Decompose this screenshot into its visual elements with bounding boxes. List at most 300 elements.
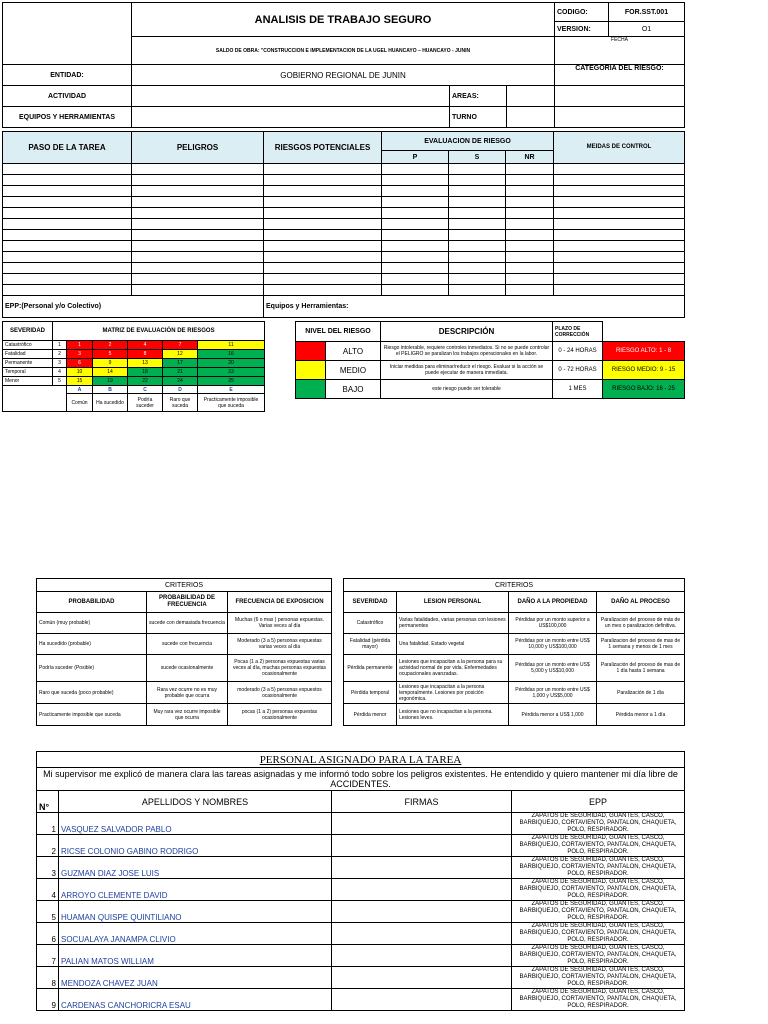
matrix-col-letter: D [163,386,198,394]
personal-name: CARDENAS CANCHORICRA ESAU [59,989,332,1011]
risk-level-tag: RIESGO BAJO: 16 - 25 [603,380,685,399]
task-cell[interactable] [264,219,382,230]
matrix-cell: 8 [128,350,163,359]
task-cell[interactable] [449,164,506,175]
criterios-left-row [37,655,332,682]
task-cell[interactable] [449,285,506,296]
criterios-right-title: CRITERIOS [344,579,685,592]
personal-name: VASQUEZ SALVADOR PABLO [59,813,332,835]
task-cell[interactable] [132,252,264,263]
criterios-left-row [37,704,332,726]
task-cell[interactable] [3,197,132,208]
task-cell[interactable] [3,186,132,197]
criterios-right-cell: Paralizacion del proceso de más de un mes o paralizacion definitiva. [597,613,685,634]
nr-header: NR [506,151,554,164]
n-header: N° [37,791,59,813]
areas-label: AREAS: [450,86,507,107]
task-cell[interactable] [554,219,685,230]
actividad-label: ACTIVIDAD [3,86,132,107]
task-cell[interactable] [264,197,382,208]
task-cell[interactable] [449,241,506,252]
task-cell[interactable] [554,285,685,296]
task-row [3,285,685,296]
matrix-cell: 6 [67,359,93,368]
risk-matrix [2,321,265,412]
criterios-right-row [344,613,685,634]
task-row [3,197,685,208]
criterios-left-cell: Pocas (1 a 2) personas expuestas varias veces al día, muchas personas expuestas ocasionalmente [228,655,332,682]
task-cell[interactable] [3,230,132,241]
matrix-cell: 4 [128,341,163,350]
personal-row [37,945,685,967]
matrix-severity-number: 2 [53,350,67,359]
signature-field[interactable] [332,967,512,989]
risk-level-row [296,361,685,380]
descripcion-header: DESCRIPCIÓN [381,322,553,342]
signature-field[interactable] [332,835,512,857]
risk-level-plazo: 1 MES [553,380,603,399]
criterios-right-cell: Pérdida menor [344,704,397,726]
codigo-label: CODIGO: [555,3,609,22]
criterios-right-cell: Lesiones que incapacitan a la persona temporalmente. Lesiones por posición ergonómica. [397,682,509,704]
page-title: ANALISIS DE TRABAJO SEGURO [132,3,555,37]
task-cell[interactable] [264,186,382,197]
criterios-left-cell: Común (muy probable) [37,613,147,634]
version-label: VERSION: [555,22,609,37]
epp-label: EPP:(Personal y/o Colectivo) [3,296,264,318]
task-cell[interactable] [3,274,132,285]
matrix-cell: 14 [93,368,128,377]
matrix-row [3,368,265,377]
matrix-col-label: Podría suceder [128,394,163,412]
task-cell[interactable] [264,164,382,175]
personal-epp: ZAPATOS DE SEGURIDAD, GUANTES, CASCO, BARBIQUEJO, CORTAVIENTO, PANTALON, CHAQUETA, POLO, RESPIRADOR. [512,945,685,967]
task-row [3,208,685,219]
matrix-col-label: Ha sucedido [93,394,128,412]
matrix-severity-number: 1 [53,341,67,350]
task-cell[interactable] [382,175,449,186]
turno-extra [555,107,685,128]
personal-row [37,923,685,945]
personal-row [37,967,685,989]
risk-level-tag: RIESGO ALTO: 1 - 8 [603,342,685,361]
personal-name: PALIAN MATOS WILLIAM [59,945,332,967]
matrix-severity-number: 3 [53,359,67,368]
riesgos-header: RIESGOS POTENCIALES [264,132,382,164]
matrix-row [3,377,265,386]
task-cell[interactable] [382,164,449,175]
task-cell[interactable] [132,186,264,197]
criterios-right-cell: Lesiones que incapacitan a la persona para su actividad normal de por vida. Enfermedades ocupacionales avanzadas. [397,655,509,682]
names-header: APELLIDOS Y NOMBRES [59,791,332,813]
task-cell[interactable] [382,241,449,252]
task-cell[interactable] [3,164,132,175]
turno-label: TURNO [450,107,507,128]
criterios-left-cell: Podría suceder (Posible) [37,655,147,682]
task-cell[interactable] [449,274,506,285]
personal-number: 4 [37,879,59,901]
task-cell[interactable] [382,263,449,274]
task-cell[interactable] [554,164,685,175]
criterios-right-cell: Catastrófico [344,613,397,634]
task-cell[interactable] [506,197,554,208]
matrix-cell: 3 [67,350,93,359]
task-cell[interactable] [3,263,132,274]
personal-title: PERSONAL ASIGNADO PARA LA TAREA [37,752,685,768]
matrix-cell: 15 [67,377,93,386]
matrix-cell: 10 [67,368,93,377]
task-row [3,230,685,241]
task-cell[interactable] [264,274,382,285]
task-row [3,274,685,285]
risk-level-name: BAJO [326,380,381,399]
matrix-severity-label: Catastrófico [3,341,53,350]
task-cell[interactable] [382,208,449,219]
criterios-left-row [37,682,332,704]
personal-number: 6 [37,923,59,945]
task-cell[interactable] [264,252,382,263]
matrix-col-letter: C [128,386,163,394]
risk-level-name: ALTO [326,342,381,361]
task-cell[interactable] [264,263,382,274]
matrix-col-label: Común [67,394,93,412]
task-cell[interactable] [506,164,554,175]
risk-level-plazo: 0 - 24 HORAS [553,342,603,361]
task-cell[interactable] [132,274,264,285]
criterios-right-cell: Pérdidas por un monto entre US$ 1,000 y US$5,000 [509,682,597,704]
criterios-probabilidad [36,578,332,726]
matrix-cell: 13 [128,359,163,368]
personal-number: 9 [37,989,59,1011]
criterios-left-cell: Muchas (6 o mas ) personas expuestas. Varias veces al día [228,613,332,634]
categoria-label: CATEGORIA DEL RIESGO: [555,65,685,86]
task-cell[interactable] [554,197,685,208]
paso-header: PASO DE LA TAREA [3,132,132,164]
signature-field[interactable] [332,901,512,923]
task-cell[interactable] [382,219,449,230]
personal-row [37,813,685,835]
task-row [3,164,685,175]
task-cell[interactable] [554,263,685,274]
criterios-left-row [37,613,332,634]
task-cell[interactable] [132,285,264,296]
task-cell[interactable] [449,175,506,186]
criterios-right-row [344,634,685,655]
matrix-severity-number: 5 [53,377,67,386]
criterios-left-cell: sucede ocasionalmente [147,655,228,682]
matrix-row [3,350,265,359]
task-table [2,131,685,318]
criterios-right-cell: Pérdida temporal [344,682,397,704]
risk-level-row [296,380,685,399]
personal-epp: ZAPATOS DE SEGURIDAD, GUANTES, CASCO, BARBIQUEJO, CORTAVIENTO, PANTALON, CHAQUETA, POLO, RESPIRADOR. [512,901,685,923]
signature-field[interactable] [332,945,512,967]
personal-epp: ZAPATOS DE SEGURIDAD, GUANTES, CASCO, BARBIQUEJO, CORTAVIENTO, PANTALON, CHAQUETA, POLO, RESPIRADOR. [512,989,685,1011]
task-cell[interactable] [554,274,685,285]
criterios-left-cell: Moderado (3 a 5) personas expuestas varias veces al día [228,634,332,655]
task-cell[interactable] [132,175,264,186]
criterios-left-cell: Rara vez ocurre no es muy probable que ocurra [147,682,228,704]
task-cell[interactable] [449,208,506,219]
risk-level-plazo: 0 - 72 HORAS [553,361,603,380]
plazo-header: PLAZO DE CORRECCIÓN [553,322,603,342]
task-cell[interactable] [264,241,382,252]
task-cell[interactable] [506,263,554,274]
criterios-left-title: CRITERIOS [37,579,332,592]
signature-field[interactable] [332,989,512,1011]
risk-level-swatch [296,342,326,361]
matrix-col-letter: E [198,386,265,394]
task-row [3,241,685,252]
criterios-left-row [37,634,332,655]
personal-row [37,835,685,857]
task-cell[interactable] [554,186,685,197]
matrix-cell: 25 [198,377,265,386]
task-cell[interactable] [264,208,382,219]
matrix-cell: 19 [93,377,128,386]
matrix-cell: 22 [128,377,163,386]
matrix-severity-label: Permanente [3,359,53,368]
personal-row [37,989,685,1011]
matrix-cell: 21 [163,368,198,377]
matrix-cell: 9 [93,359,128,368]
task-cell[interactable] [506,274,554,285]
signature-field[interactable] [332,879,512,901]
task-cell[interactable] [3,241,132,252]
personal-name: ARROYO CLEMENTE DAVID [59,879,332,901]
personal-row [37,901,685,923]
personal-name: RICSE COLONIO GABINO RODRIGO [59,835,332,857]
personal-number: 3 [37,857,59,879]
criterios-left-cell: sucede con demasiada frecuencia [147,613,228,634]
task-row [3,186,685,197]
criterios-right-cell: Pérdida permanente [344,655,397,682]
criterios-left-cell: moderado (3 a 5) personas expuestos ocasionalmente [228,682,332,704]
task-cell[interactable] [382,197,449,208]
entidad-value: GOBIERNO REGIONAL DE JUNIN [132,65,555,86]
epp-header: EPP [512,791,685,813]
task-cell[interactable] [132,197,264,208]
task-cell[interactable] [449,252,506,263]
task-cell[interactable] [506,175,554,186]
matrix-cell: 20 [198,359,265,368]
personal-epp: ZAPATOS DE SEGURIDAD, GUANTES, CASCO, BARBIQUEJO, CORTAVIENTO, PANTALON, CHAQUETA, POLO, RESPIRADOR. [512,967,685,989]
task-cell[interactable] [3,285,132,296]
matrix-cell: 23 [198,368,265,377]
criterios-right-cell: Pérdida menor a US$ 1,000 [509,704,597,726]
s-header: S [449,151,506,164]
task-cell[interactable] [132,164,264,175]
firmas-header: FIRMAS [332,791,512,813]
criterios-right-cell: Pérdidas por un monto superior a US$100,000 [509,613,597,634]
severidad-header: SEVERIDAD [3,322,53,341]
criterios-right-cell: Paralizacion del proceso de mas de 1 semana y menos de 1 mes [597,634,685,655]
matrix-col-label: Practicamente imposible que suceda [198,394,265,412]
nivel-header: NIVEL DEL RIESGO [296,322,381,342]
personal-statement: Mi supervisor me explicó de manera clara las tareas asignadas y me informó todo sobre los peligros existentes. He entendido y quiero mantener mi día libre de ACCIDENTES. [37,768,685,791]
criterios-right-cell: Una fatalidad. Estado vegetal [397,634,509,655]
criterios-left-cell: Muy rara vez ocurre imposible que ocurra [147,704,228,726]
signature-field[interactable] [332,857,512,879]
personal-name: SOCUALAYA JANAMPA CLIVIO [59,923,332,945]
personal-epp: ZAPATOS DE SEGURIDAD, GUANTES, CASCO, BARBIQUEJO, CORTAVIENTO, PANTALON, CHAQUETA, POLO, RESPIRADOR. [512,813,685,835]
task-cell[interactable] [132,263,264,274]
risk-level-table [295,321,685,399]
matrix-cell: 17 [163,359,198,368]
categoria-field[interactable] [555,86,685,107]
risk-level-row [296,342,685,361]
personal-name: HUAMAN QUISPE QUINTILIANO [59,901,332,923]
personal-number: 5 [37,901,59,923]
risk-level-swatch [296,380,326,399]
task-cell[interactable] [449,230,506,241]
logo-area [3,3,132,65]
personal-row [37,879,685,901]
personal-name: GUZMAN DIAZ JOSE LUIS [59,857,332,879]
medidas-header: MEIDAS DE CONTROL [554,132,685,164]
task-cell[interactable] [264,175,382,186]
criterios-right-row [344,655,685,682]
matrix-cell: 2 [93,341,128,350]
task-cell[interactable] [506,208,554,219]
version-value: O1 [609,22,685,37]
task-cell[interactable] [554,175,685,186]
task-cell[interactable] [382,230,449,241]
task-cell[interactable] [3,175,132,186]
criterios-left-header: PROBABILIDAD [37,592,147,613]
areas-field[interactable] [507,86,555,107]
project-name: SALDO DE OBRA: "CONSTRUCCION E IMPLEMENTACION DE LA UGEL HUANCAYO – HUANCAYO - JUNIN [132,37,555,65]
task-cell[interactable] [382,274,449,285]
turno-field[interactable] [507,107,555,128]
criterios-right-cell: Fatalidad (pérdida mayor) [344,634,397,655]
risk-level-swatch [296,361,326,380]
task-cell[interactable] [132,230,264,241]
risk-level-description: Iniciar medidas para eliminar/reducir el riesgo. Evaluar si la acción se puede ejecutar de manera inmediata. [381,361,553,380]
task-cell[interactable] [506,285,554,296]
personal-table [36,751,685,1011]
matrix-severity-label: Temporal [3,368,53,377]
matrix-cell: 16 [198,350,265,359]
p-header: P [382,151,449,164]
task-cell[interactable] [449,263,506,274]
signature-field[interactable] [332,923,512,945]
personal-epp: ZAPATOS DE SEGURIDAD, GUANTES, CASCO, BARBIQUEJO, CORTAVIENTO, PANTALON, CHAQUETA, POLO, RESPIRADOR. [512,879,685,901]
task-cell[interactable] [264,230,382,241]
criterios-severidad [343,578,685,726]
matrix-cell: 1 [67,341,93,350]
task-cell[interactable] [506,219,554,230]
actividad-field[interactable] [132,86,450,107]
criterios-right-cell: Lesiones que no incapacitan a la persona. Lesiones leves. [397,704,509,726]
task-cell[interactable] [449,219,506,230]
signature-field[interactable] [332,813,512,835]
entidad-label: ENTIDAD: [3,65,132,86]
task-cell[interactable] [449,197,506,208]
task-cell[interactable] [506,241,554,252]
task-cell[interactable] [554,230,685,241]
matrix-severity-label: Menor [3,377,53,386]
task-cell[interactable] [449,186,506,197]
criterios-right-header: LESION PERSONAL [397,592,509,613]
criterios-right-cell: Varias fatalidades, varias personas con lesiones permanentes [397,613,509,634]
task-cell[interactable] [554,252,685,263]
matrix-col-letter: A [67,386,93,394]
personal-number: 8 [37,967,59,989]
matrix-cell: 5 [93,350,128,359]
personal-epp: ZAPATOS DE SEGURIDAD, GUANTES, CASCO, BARBIQUEJO, CORTAVIENTO, PANTALON, CHAQUETA, POLO, RESPIRADOR. [512,857,685,879]
criterios-left-header: PROBABILIDAD DE FRECUENCIA [147,592,228,613]
task-cell[interactable] [382,285,449,296]
task-cell[interactable] [506,230,554,241]
matrix-col-letter: B [93,386,128,394]
task-cell[interactable] [264,285,382,296]
fecha-label: FECHA [555,37,685,65]
matrix-row [3,341,265,350]
criterios-left-cell: sucede con frecuencia [147,634,228,655]
matrix-severity-label: Fatalidad [3,350,53,359]
evaluacion-header: EVALUACION DE RIESGO [382,132,554,151]
header-table [2,2,685,128]
criterios-left-header: FRECUENCIA DE EXPOSICION [228,592,332,613]
matrix-row [3,359,265,368]
task-cell[interactable] [554,241,685,252]
task-cell[interactable] [554,208,685,219]
personal-number: 7 [37,945,59,967]
task-cell[interactable] [506,252,554,263]
criterios-left-cell: Raro que suceda (poco probable) [37,682,147,704]
task-cell[interactable] [382,186,449,197]
criterios-left-cell: Ha sucedido (probable) [37,634,147,655]
task-cell[interactable] [382,252,449,263]
equipos-field[interactable] [132,107,450,128]
criterios-right-cell: Pérdidas por un monto entre US$ 5,000 y US$10,000 [509,655,597,682]
matrix-cell: 7 [163,341,198,350]
task-cell[interactable] [132,208,264,219]
criterios-right-header: DAÑO AL PROCESO [597,592,685,613]
task-cell[interactable] [506,186,554,197]
criterios-right-cell: Pérdidas por un monto entre US$ 10,000 y US$100,000 [509,634,597,655]
task-row [3,175,685,186]
criterios-right-cell: Paralización del proceso de mas de 1 día hasta 1 semana [597,655,685,682]
task-cell[interactable] [132,219,264,230]
matrix-severity-number: 4 [53,368,67,377]
task-row [3,219,685,230]
personal-row [37,857,685,879]
task-row [3,252,685,263]
risk-level-description: este riesgo puede ser tolerable [381,380,553,399]
peligros-header: PELIGROS [132,132,264,164]
task-cell[interactable] [3,252,132,263]
task-cell[interactable] [132,241,264,252]
personal-epp: ZAPATOS DE SEGURIDAD, GUANTES, CASCO, BARBIQUEJO, CORTAVIENTO, PANTALON, CHAQUETA, POLO, RESPIRADOR. [512,923,685,945]
criterios-right-row [344,704,685,726]
codigo-value: FOR.SST.001 [609,3,685,22]
criterios-right-row [344,682,685,704]
risk-level-tag: RIESGO MEDIO: 9 - 15 [603,361,685,380]
criterios-right-cell: Pérdida menor a 1 día [597,704,685,726]
criterios-right-header: DAÑO A LA PROPIEDAD [509,592,597,613]
matrix-title: MATRIZ DE EVALUACIÓN DE RIESGOS [53,322,265,341]
task-cell[interactable] [3,208,132,219]
task-cell[interactable] [3,219,132,230]
personal-number: 1 [37,813,59,835]
matrix-col-label: Raro que suceda [163,394,198,412]
criterios-left-cell: Practicamente imposible que suceda [37,704,147,726]
personal-epp: ZAPATOS DE SEGURIDAD, GUANTES, CASCO, BARBIQUEJO, CORTAVIENTO, PANTALON, CHAQUETA, POLO, RESPIRADOR. [512,835,685,857]
criterios-right-cell: Paralización de 1 día [597,682,685,704]
matrix-cell: 24 [163,377,198,386]
